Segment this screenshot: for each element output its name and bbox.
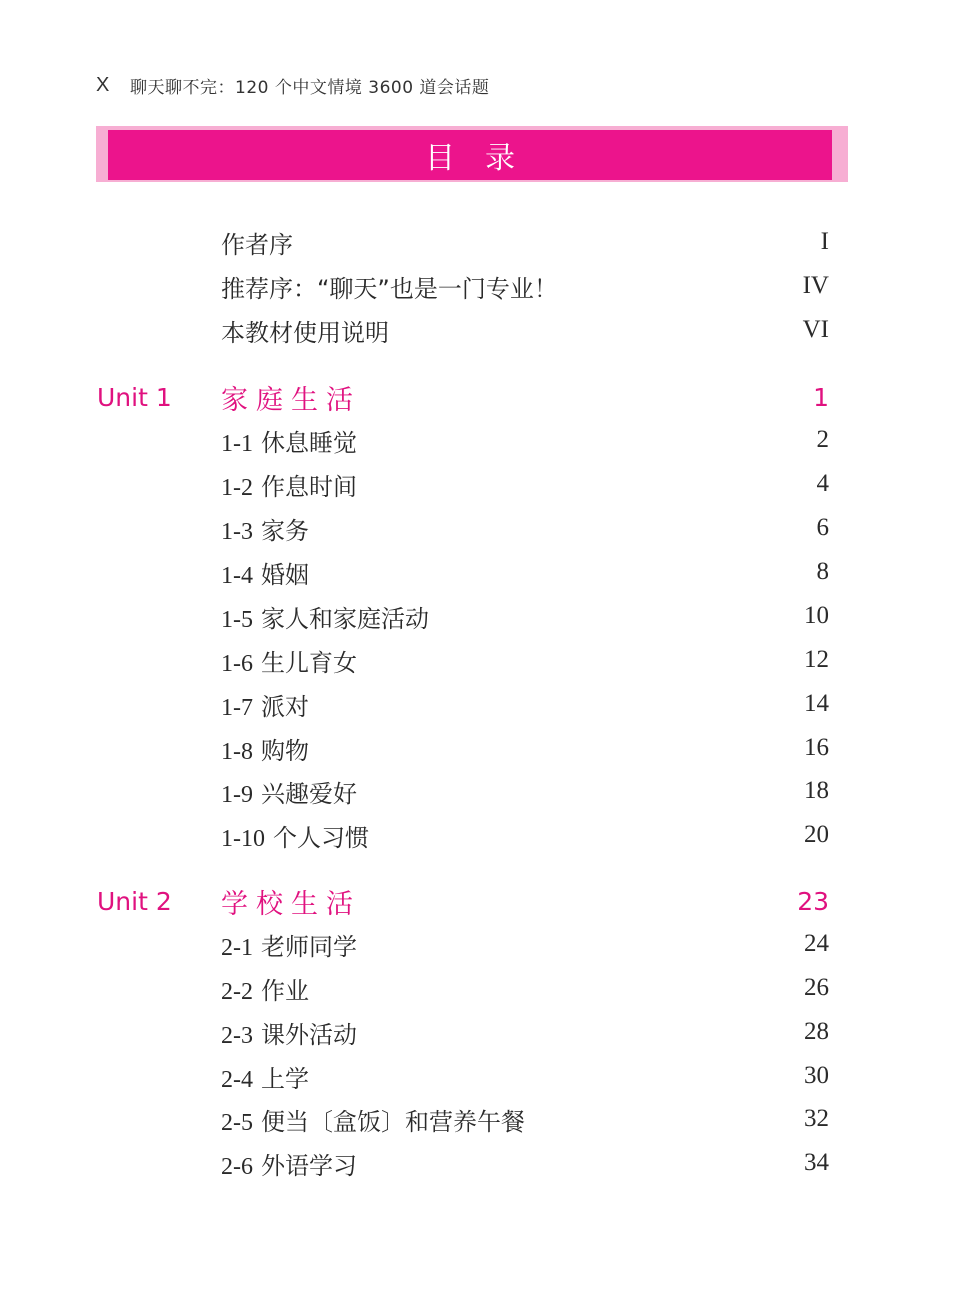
lesson-number: 1-7 <box>221 694 253 721</box>
toc-lesson[interactable] <box>0 728 960 768</box>
lesson-page: 6 <box>816 514 829 541</box>
lesson-title: 生儿育女 <box>261 648 357 677</box>
lesson-page: 16 <box>804 734 829 761</box>
lesson-page: 18 <box>804 777 829 804</box>
lesson-label <box>221 555 309 590</box>
lesson-label <box>221 467 357 502</box>
lesson-label <box>221 599 429 634</box>
lesson-label <box>221 971 309 1006</box>
lesson-number: 2-4 <box>221 1066 253 1093</box>
lesson-number: 1-3 <box>221 518 253 545</box>
toc-lesson[interactable] <box>0 815 960 855</box>
lesson-title: 家人和家庭活动 <box>261 604 429 633</box>
unit-title: 学校生活 <box>221 888 361 920</box>
lesson-label <box>221 818 369 853</box>
lesson-label <box>221 1102 525 1137</box>
toc-entry-label: 作者序 <box>221 230 293 259</box>
lesson-number: 1-5 <box>221 606 253 633</box>
lesson-page: 8 <box>816 558 829 585</box>
unit-page: 1 <box>813 382 829 412</box>
lesson-label <box>221 1015 357 1050</box>
toc-lesson[interactable] <box>0 552 960 592</box>
toc-entry-instructions[interactable] <box>0 310 960 350</box>
toc-entry-page: I <box>820 228 829 255</box>
contents-title: 目录 <box>425 141 545 176</box>
toc-lesson[interactable] <box>0 1099 960 1139</box>
lesson-title: 作业 <box>261 976 309 1005</box>
contents-banner <box>96 126 848 184</box>
book-title: 聊天聊不完：120 个中文情境 3600 道会话题 <box>130 77 490 98</box>
lesson-label <box>221 1059 309 1094</box>
lesson-label <box>221 511 309 546</box>
lesson-label <box>221 643 357 678</box>
lesson-page: 34 <box>804 1149 829 1176</box>
lesson-title: 便当〔盒饭〕和营养午餐 <box>261 1107 525 1136</box>
lesson-label <box>221 731 309 766</box>
lesson-page: 12 <box>804 646 829 673</box>
lesson-title: 婚姻 <box>261 560 309 589</box>
unit-label: Unit 2 <box>97 886 172 916</box>
lesson-number: 1-10 <box>221 825 265 852</box>
lesson-title: 兴趣爱好 <box>261 779 357 808</box>
lesson-label <box>221 774 357 809</box>
toc-lesson[interactable] <box>0 508 960 548</box>
lesson-title: 购物 <box>261 736 309 765</box>
toc-entry-preface[interactable] <box>0 222 960 262</box>
lesson-page: 2 <box>816 426 829 453</box>
lesson-page: 24 <box>804 930 829 957</box>
lesson-page: 30 <box>804 1062 829 1089</box>
lesson-number: 1-6 <box>221 650 253 677</box>
lesson-number: 1-1 <box>221 430 253 457</box>
lesson-number: 1-2 <box>221 474 253 501</box>
lesson-title: 作息时间 <box>261 472 357 501</box>
lesson-title: 派对 <box>261 692 309 721</box>
toc-lesson[interactable] <box>0 640 960 680</box>
running-header <box>96 70 489 100</box>
lesson-title: 家务 <box>261 516 309 545</box>
toc-entry-page: VI <box>802 316 829 343</box>
lesson-page: 26 <box>804 974 829 1001</box>
toc-lesson[interactable] <box>0 684 960 724</box>
banner-bar <box>108 130 832 180</box>
lesson-label <box>221 687 309 722</box>
toc-lesson[interactable] <box>0 1143 960 1183</box>
lesson-page: 20 <box>804 821 829 848</box>
lesson-number: 1-4 <box>221 562 253 589</box>
toc-lesson[interactable] <box>0 596 960 636</box>
lesson-number: 2-3 <box>221 1022 253 1049</box>
toc-lesson[interactable] <box>0 1056 960 1096</box>
toc-entry-page: IV <box>802 272 829 299</box>
unit-label: Unit 1 <box>97 382 172 412</box>
lesson-label <box>221 1146 357 1181</box>
toc-entry-label: 本教材使用说明 <box>221 318 389 347</box>
lesson-title: 课外活动 <box>261 1020 357 1049</box>
lesson-number: 1-9 <box>221 781 253 808</box>
lesson-page: 10 <box>804 602 829 629</box>
toc-lesson[interactable] <box>0 420 960 460</box>
toc-entry-recommendation[interactable] <box>0 266 960 306</box>
lesson-page: 32 <box>804 1105 829 1132</box>
lesson-number: 1-8 <box>221 738 253 765</box>
unit-title: 家庭生活 <box>221 384 361 416</box>
lesson-label <box>221 423 357 458</box>
lesson-number: 2-1 <box>221 934 253 961</box>
lesson-page: 28 <box>804 1018 829 1045</box>
lesson-number: 2-5 <box>221 1109 253 1136</box>
toc-lesson[interactable] <box>0 771 960 811</box>
lesson-label <box>221 927 357 962</box>
unit-page: 23 <box>797 886 829 916</box>
lesson-title: 上学 <box>261 1064 309 1093</box>
lesson-title: 个人习惯 <box>273 823 369 852</box>
lesson-page: 14 <box>804 690 829 717</box>
toc-unit-1[interactable] <box>0 377 960 417</box>
toc-lesson[interactable] <box>0 1012 960 1052</box>
lesson-title: 休息睡觉 <box>261 428 357 457</box>
lesson-title: 外语学习 <box>261 1151 357 1180</box>
toc-unit-2[interactable] <box>0 881 960 921</box>
lesson-title: 老师同学 <box>261 932 357 961</box>
lesson-number: 2-6 <box>221 1153 253 1180</box>
toc-lesson[interactable] <box>0 968 960 1008</box>
toc-lesson[interactable] <box>0 464 960 504</box>
lesson-number: 2-2 <box>221 978 253 1005</box>
toc-lesson[interactable] <box>0 924 960 964</box>
lesson-page: 4 <box>816 470 829 497</box>
toc-entry-label: 推荐序：“聊天”也是一门专业！ <box>221 274 558 303</box>
page-number: X <box>96 73 110 96</box>
